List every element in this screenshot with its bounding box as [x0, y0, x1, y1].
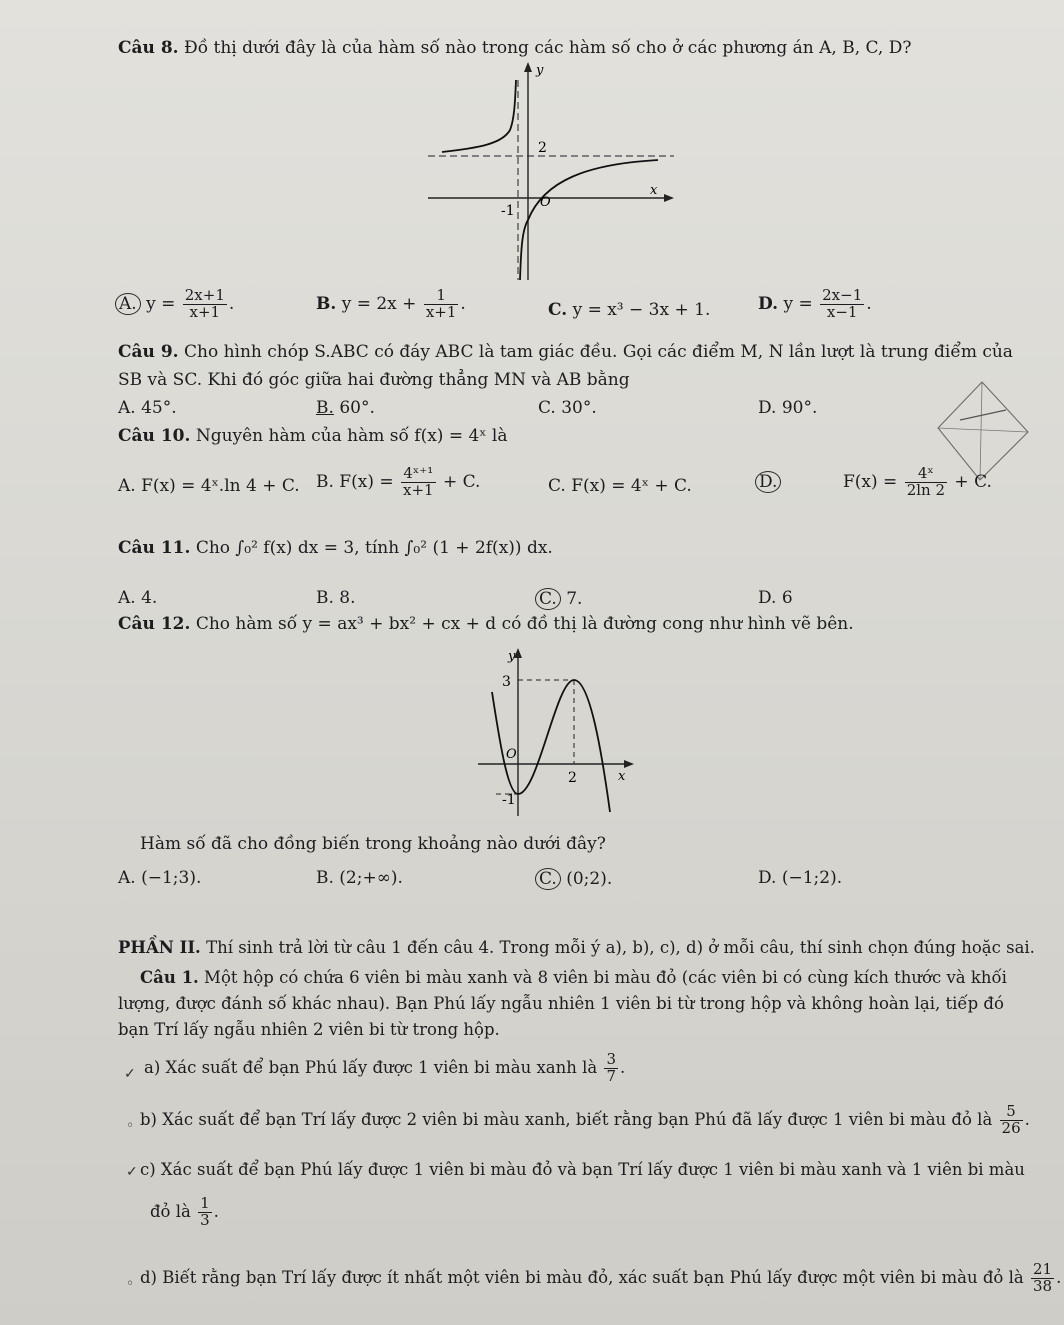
q12-text: Câu 12. Cho hàm số y = ax³ + bx² + cx + d có đồ thị là đường cong như hình vẽ bên.: [118, 614, 854, 634]
check-mark-d: ◦: [126, 1276, 135, 1292]
q8-x-axis-label: x: [650, 183, 658, 198]
part2-item-a[interactable]: a) Xác suất để bạn Phú lấy được 1 viên bi màu xanh là $\frac{3}{7}$ .: [144, 1050, 626, 1085]
q11-option-d[interactable]: D. 6: [758, 588, 793, 608]
q8-hyperbola-graph: [428, 60, 680, 282]
q12-x-axis-label: x: [618, 769, 626, 784]
q9-option-c[interactable]: C. 30°.: [538, 398, 597, 418]
q8-text: Câu 8. Đồ thị dưới đây là của hàm số nào trong các hàm số cho ở các phương án A, B, C, D?: [118, 38, 912, 58]
q8-option-d[interactable]: D. y = $\frac{2x-1}{x-1}$ .: [758, 286, 872, 321]
q9-option-a[interactable]: A. 45°.: [118, 398, 177, 418]
q8-tick-minus1: -1: [501, 203, 515, 219]
q12-question: Hàm số đã cho đồng biến trong khoảng nào dưới đây?: [140, 834, 606, 854]
q11-option-b[interactable]: B. 8.: [316, 588, 356, 608]
check-mark-a: ✓: [124, 1066, 136, 1082]
q12-cubic-graph: [478, 644, 638, 820]
q8-option-b[interactable]: B. y = 2x + $\frac{1}{x+1}$ .: [316, 286, 466, 321]
q8-tick-2: 2: [538, 140, 547, 156]
q12-tick-2: 2: [568, 770, 577, 786]
part2-heading: PHẦN II. Thí sinh trả lời từ câu 1 đến câu 4. Trong mỗi ý a), b), c), d) ở mỗi câu, thí sinh chọn đúng hoặc sai.: [118, 938, 1035, 957]
q12-option-a[interactable]: A. (−1;3).: [118, 868, 202, 888]
q8-origin-label: O: [540, 195, 551, 210]
q9-line1: Câu 9. Cho hình chóp S.ABC có đáy ABC là tam giác đều. Gọi các điểm M, N lần lượt là trung điểm của: [118, 342, 1013, 362]
q8-option-c[interactable]: C. y = x³ − 3x + 1.: [548, 300, 711, 320]
q12-option-c[interactable]: C. (0;2).: [538, 868, 612, 890]
q10-text: Câu 10. Nguyên hàm của hàm số f(x) = 4ˣ là: [118, 426, 508, 446]
q11-option-c[interactable]: C. 7.: [538, 588, 582, 610]
q12-option-b[interactable]: B. (2;+∞).: [316, 868, 403, 888]
q8-option-a[interactable]: A. y = $\frac{2x+1}{x+1}$ .: [118, 288, 234, 321]
q9-line2: SB và SC. Khi đó góc giữa hai đường thẳng MN và AB bằng: [118, 370, 630, 390]
q10-option-b[interactable]: B. F(x) = $\frac{\text{4ˣ⁺¹}}{x+1}$ + C.: [316, 464, 481, 499]
q12-option-d[interactable]: D. (−1;2).: [758, 868, 843, 888]
q9-option-b[interactable]: B. 60°.: [316, 398, 375, 418]
q9-option-d[interactable]: D. 90°.: [758, 398, 818, 418]
part2-q1-line1: Câu 1. Một hộp có chứa 6 viên bi màu xanh và 8 viên bi màu đỏ (các viên bi có cùng kích thước và khối: [140, 968, 1007, 987]
part2-item-c-line1[interactable]: c) Xác suất để bạn Phú lấy được 1 viên bi màu đỏ và bạn Trí lấy được 1 viên bi màu xanh và 1 viên bi màu: [140, 1160, 1025, 1179]
check-mark-c: ✓: [126, 1164, 138, 1180]
q10-option-d[interactable]: D. F(x) = $\frac{\text{4ˣ}}{2\ln 2}$ + C.: [758, 466, 992, 499]
q12-y-axis-label: y: [508, 649, 516, 664]
q11-text: Câu 11. Cho ∫₀² f(x) dx = 3, tính ∫₀² (1 + 2f(x)) dx.: [118, 538, 553, 558]
part2-item-b[interactable]: b) Xác suất để bạn Trí lấy được 2 viên bi màu xanh, biết rằng bạn Phú đã lấy được 1 viên bi màu đỏ là $\frac{5}{26}$ .: [140, 1102, 1030, 1137]
part2-q1-line2: lượng, được đánh số khác nhau). Bạn Phú lấy ngẫu nhiên 1 viên bi từ trong hộp và không hoàn lại, tiếp đó: [118, 994, 1004, 1013]
q12-tick-minus1: -1: [502, 792, 516, 808]
q8-y-axis-label: y: [536, 63, 544, 78]
q12-origin-label: O: [506, 747, 517, 762]
q11-option-a[interactable]: A. 4.: [118, 588, 158, 608]
q10-option-c[interactable]: C. F(x) = 4ˣ + C.: [548, 476, 692, 496]
q10-option-a[interactable]: A. F(x) = 4ˣ.ln 4 + C.: [118, 476, 300, 496]
check-mark-b: ◦: [126, 1118, 135, 1134]
part2-item-d[interactable]: d) Biết rằng bạn Trí lấy được ít nhất một viên bi màu đỏ, xác suất bạn Phú lấy được một viên bi màu đỏ là $\frac{21}{38}$ .: [140, 1260, 1062, 1295]
part2-item-c-line2: đỏ là $\frac{1}{3}$ .: [150, 1194, 219, 1229]
part2-q1-line3: bạn Trí lấy ngẫu nhiên 2 viên bi từ trong hộp.: [118, 1020, 500, 1039]
q12-tick-3: 3: [502, 674, 511, 690]
